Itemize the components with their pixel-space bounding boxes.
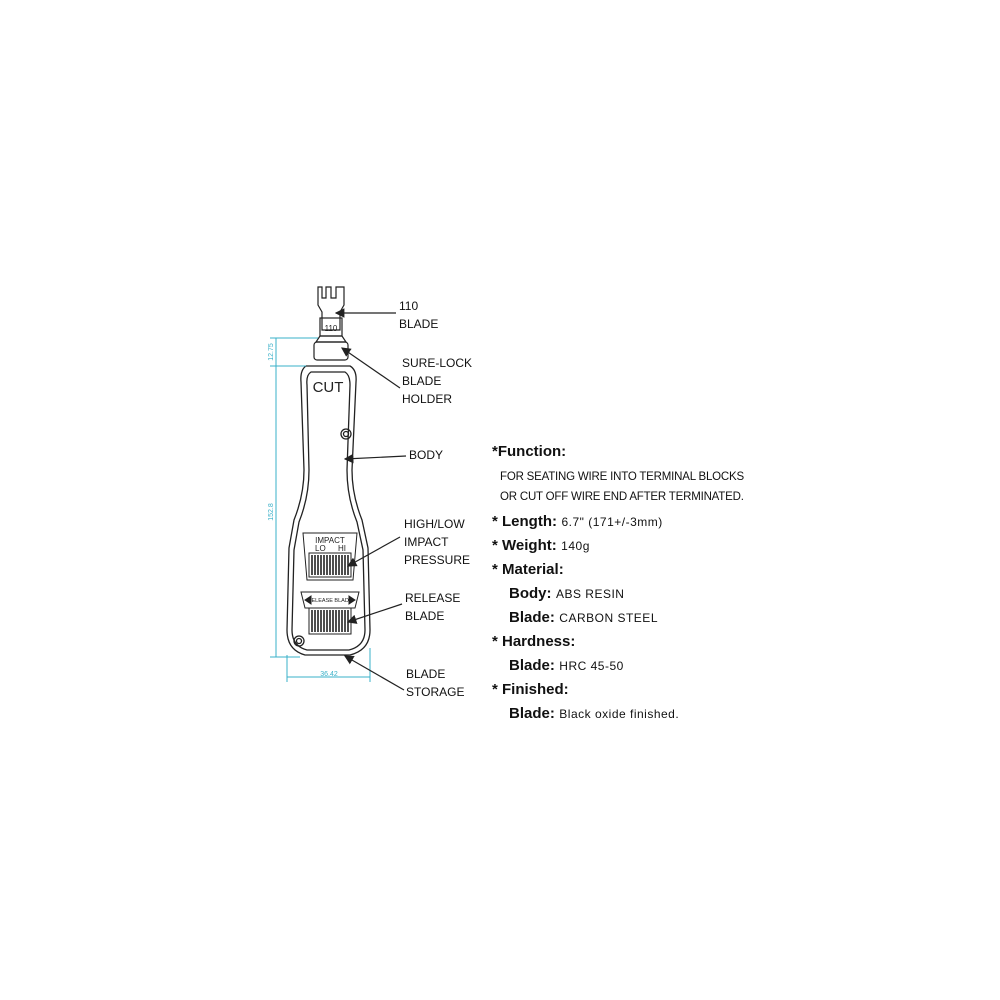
blade-mark: 110 (324, 324, 338, 333)
tool-body (287, 366, 370, 655)
function-title: *Function: (492, 443, 567, 460)
body-label: Body: (509, 585, 552, 602)
body-row (509, 585, 624, 603)
length-value: 6.7" (171+/-3mm) (561, 515, 663, 529)
callout-sure-lock-blade-holder: SURE-LOCK BLADE HOLDER (402, 356, 473, 406)
body-value: ABS RESIN (555, 587, 625, 601)
blade-value: CARBON STEEL (559, 611, 658, 625)
release-knurl (312, 610, 348, 632)
weight-row (492, 537, 590, 555)
dimension-width: 36.42 (320, 671, 338, 678)
leader-lines (336, 313, 406, 690)
hardness-row (509, 657, 624, 675)
callout-release-blade: RELEASE BLADE (405, 591, 461, 623)
lo-label: LO (315, 544, 326, 553)
dimension-top: 12.75 (268, 343, 275, 361)
finished-row (509, 705, 679, 723)
release-label: RELEASE BLADE (307, 598, 353, 604)
weight-label: * Weight: (492, 537, 557, 554)
callout-high-low-impact: HIGH/LOW IMPACT PRESSURE (404, 517, 471, 567)
finished-title: * Finished: (492, 681, 569, 698)
weight-value: 140g (561, 539, 590, 553)
hardness-blade-label: Blade: (509, 657, 555, 674)
finished-blade-value: Black oxide finished. (559, 707, 680, 721)
length-label: * Length: (492, 513, 557, 530)
cut-mark: CUT (312, 379, 344, 396)
length-row (492, 513, 663, 531)
blade-material-row (509, 609, 658, 627)
callout-110-blade: 110 BLADE (399, 299, 439, 331)
callout-body: BODY (409, 448, 444, 462)
hardness-blade-value: HRC 45-50 (559, 659, 624, 673)
blade-label: Blade: (509, 609, 555, 626)
callout-blade-storage: BLADE STORAGE (406, 667, 465, 699)
impact-label: IMPACT (315, 536, 345, 545)
function-line-1: FOR SEATING WIRE INTO TERMINAL BLOCKS (500, 471, 744, 483)
impact-knurl (312, 555, 348, 575)
hardness-title: * Hardness: (492, 633, 576, 650)
finished-blade-label: Blade: (509, 705, 555, 722)
hi-label: HI (338, 544, 346, 553)
dimension-length: 152.8 (268, 503, 275, 521)
function-line-2: OR CUT OFF WIRE END AFTER TERMINATED. (500, 491, 744, 503)
material-title: * Material: (492, 561, 564, 578)
